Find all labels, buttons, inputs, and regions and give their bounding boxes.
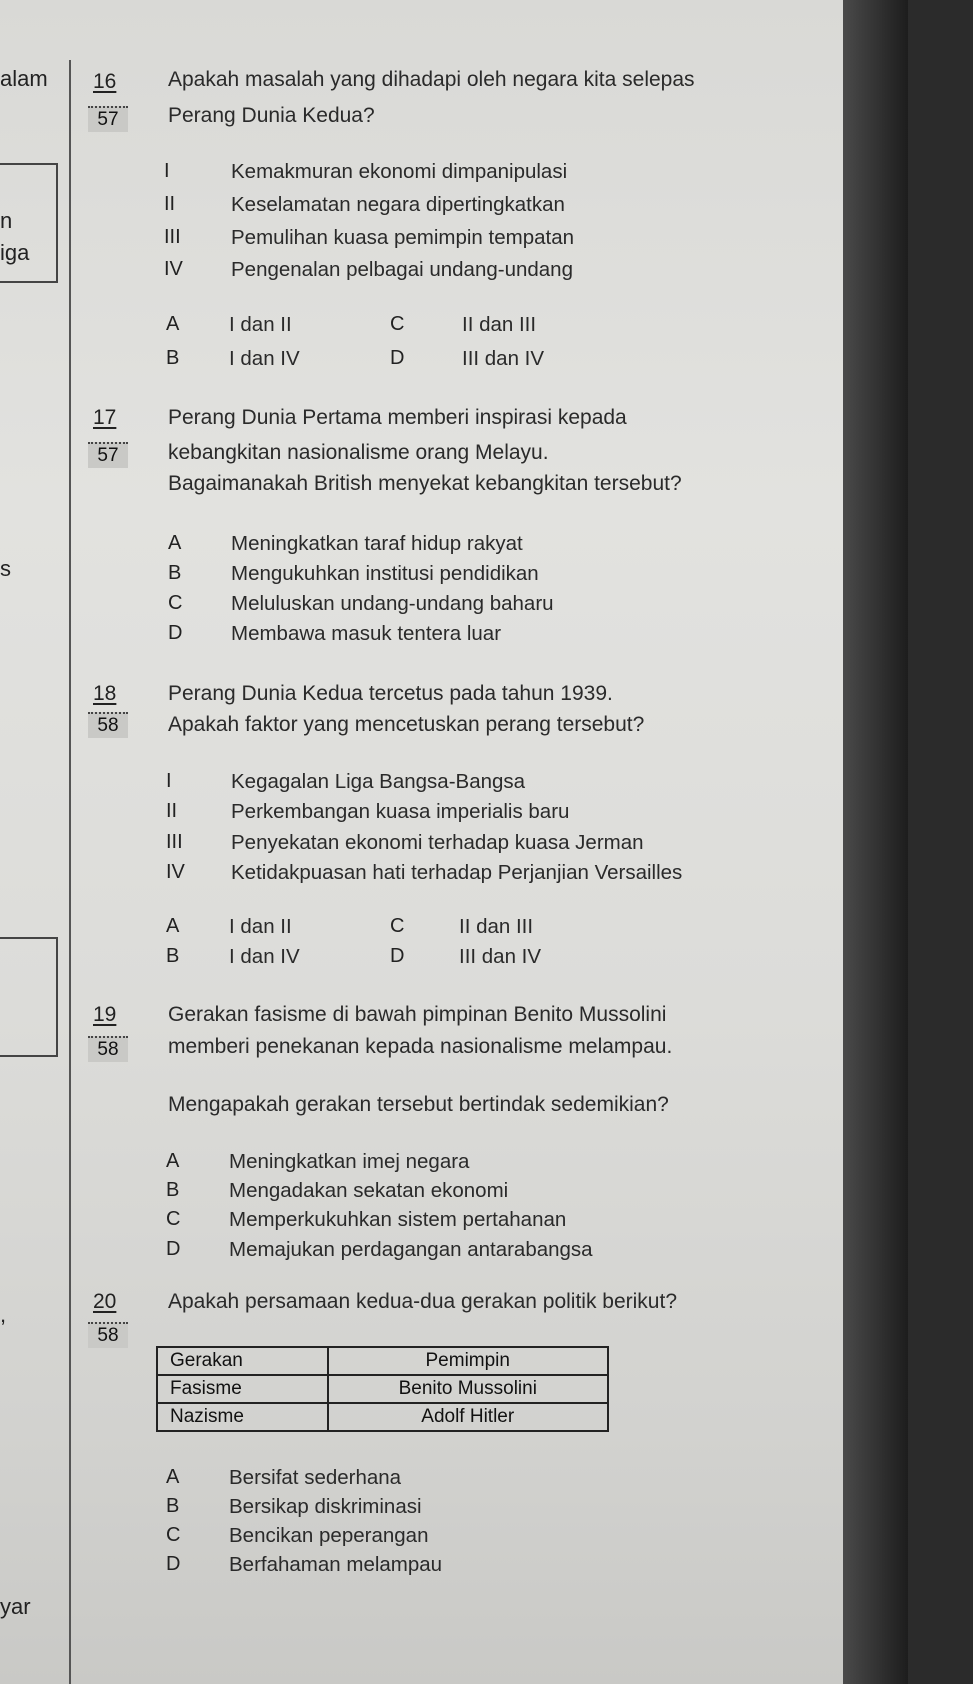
option-letter: C: [390, 915, 405, 937]
option-letter: C: [390, 313, 405, 335]
option-text: Mengadakan sekatan ekonomi: [229, 1179, 509, 1202]
option-letter: A: [168, 532, 182, 554]
table-cell: Nazisme: [157, 1403, 328, 1431]
option-text: Berfahaman melampau: [229, 1553, 443, 1576]
option-text: II dan III: [462, 313, 537, 336]
question-text: Perang Dunia Kedua?: [168, 104, 375, 127]
page-reference: 57: [88, 106, 128, 132]
option-letter: B: [168, 562, 182, 584]
margin-fragment: n: [0, 208, 13, 233]
statement-numeral: II: [166, 800, 178, 822]
option-text: I dan IV: [229, 945, 300, 968]
statement-numeral: III: [166, 831, 183, 853]
option-letter: D: [168, 622, 183, 644]
page-reference: 57: [88, 442, 128, 468]
statement-numeral: I: [164, 160, 170, 182]
option-text: I dan II: [229, 313, 292, 336]
option-letter: A: [166, 915, 180, 937]
option-text: Meningkatkan imej negara: [229, 1150, 470, 1173]
option-letter: A: [166, 313, 180, 335]
statement-text: Pemulihan kuasa pemimpin tempatan: [231, 226, 574, 249]
option-text: Meningkatkan taraf hidup rakyat: [231, 532, 523, 555]
option-text: Meluluskan undang-undang baharu: [231, 592, 554, 615]
option-letter: C: [166, 1524, 181, 1546]
statement-numeral: III: [164, 226, 181, 248]
option-letter: B: [166, 1179, 180, 1201]
question-text: Gerakan fasisme di bawah pimpinan Benito Mussolini: [168, 1003, 667, 1026]
statement-text: Ketidakpuasan hati terhadap Perjanjian Versailles: [231, 861, 683, 884]
option-text: II dan III: [459, 915, 534, 938]
table-cell: Benito Mussolini: [328, 1375, 609, 1403]
page-reference: 58: [88, 1036, 128, 1062]
option-text: III dan IV: [462, 347, 545, 370]
question-number: 16: [93, 70, 117, 93]
question-number: 17: [93, 406, 117, 429]
option-letter: D: [166, 1553, 181, 1575]
option-letter: D: [166, 1238, 181, 1260]
statement-text: Pengenalan pelbagai undang-undang: [231, 258, 573, 281]
question-text: Apakah persamaan kedua-dua gerakan politik berikut?: [168, 1290, 677, 1313]
page-edge-shadow: [843, 0, 908, 1684]
option-text: Membawa masuk tentera luar: [231, 622, 502, 645]
table-header: Gerakan: [157, 1347, 328, 1375]
question-text: Perang Dunia Pertama memberi inspirasi kepada: [168, 406, 627, 429]
question-number: 19: [93, 1003, 117, 1026]
option-text: III dan IV: [459, 945, 542, 968]
statement-text: Kegagalan Liga Bangsa-Bangsa: [231, 770, 526, 793]
option-text: Memperkukuhkan sistem pertahanan: [229, 1208, 567, 1231]
margin-fragment: alam: [0, 66, 48, 91]
option-text: Mengukuhkan institusi pendidikan: [231, 562, 539, 585]
question-text: kebangkitan nasionalisme orang Melayu.: [168, 441, 549, 464]
table-header-row: [157, 1347, 608, 1375]
option-text: Bersikap diskriminasi: [229, 1495, 422, 1518]
question-text: memberi penekanan kepada nasionalisme melampau.: [168, 1035, 673, 1058]
statement-numeral: IV: [164, 258, 183, 280]
statement-numeral: II: [164, 193, 176, 215]
question-number: 18: [93, 682, 117, 705]
margin-fragment: iga: [0, 240, 30, 265]
option-letter: D: [390, 945, 405, 967]
question-text: Perang Dunia Kedua tercetus pada tahun 1939.: [168, 682, 613, 705]
question-text: Mengapakah gerakan tersebut bertindak sedemikian?: [168, 1093, 669, 1116]
margin-rule: [69, 60, 71, 1684]
statement-text: Keselamatan negara dipertingkatkan: [231, 193, 565, 216]
margin-fragment: ,: [0, 1302, 7, 1327]
option-letter: A: [166, 1466, 180, 1488]
margin-fragment: s: [0, 556, 11, 581]
margin-fragment: yar: [0, 1594, 31, 1619]
option-text: I dan II: [229, 915, 292, 938]
option-text: Bersifat sederhana: [229, 1466, 402, 1489]
option-letter: B: [166, 1495, 180, 1517]
option-letter: C: [168, 592, 183, 614]
option-letter: A: [166, 1150, 180, 1172]
table-cell: Adolf Hitler: [328, 1403, 609, 1431]
statement-text: Perkembangan kuasa imperialis baru: [231, 800, 570, 823]
table-row: [157, 1403, 608, 1431]
page-reference: 58: [88, 712, 128, 738]
table-cell: Fasisme: [157, 1375, 328, 1403]
question-number: 20: [93, 1290, 117, 1313]
option-text: Bencikan peperangan: [229, 1524, 429, 1547]
statement-text: Kemakmuran ekonomi dimpanipulasi: [231, 160, 568, 183]
table-row: [157, 1375, 608, 1403]
table-header: Pemimpin: [328, 1347, 609, 1375]
question-text: Bagaimanakah British menyekat kebangkitan tersebut?: [168, 472, 682, 495]
option-letter: B: [166, 945, 180, 967]
option-letter: D: [390, 347, 405, 369]
movement-leader-table: [156, 1346, 609, 1432]
question-text: Apakah faktor yang mencetuskan perang tersebut?: [168, 713, 645, 736]
option-letter: C: [166, 1208, 181, 1230]
page-reference: 58: [88, 1322, 128, 1348]
statement-text: Penyekatan ekonomi terhadap kuasa Jerman: [231, 831, 644, 854]
option-letter: B: [166, 347, 180, 369]
option-text: I dan IV: [229, 347, 300, 370]
margin-answer-box: [0, 937, 58, 1057]
option-text: Memajukan perdagangan antarabangsa: [229, 1238, 593, 1261]
question-text: Apakah masalah yang dihadapi oleh negara kita selepas: [168, 68, 695, 91]
statement-numeral: IV: [166, 861, 185, 883]
statement-numeral: I: [166, 770, 172, 792]
